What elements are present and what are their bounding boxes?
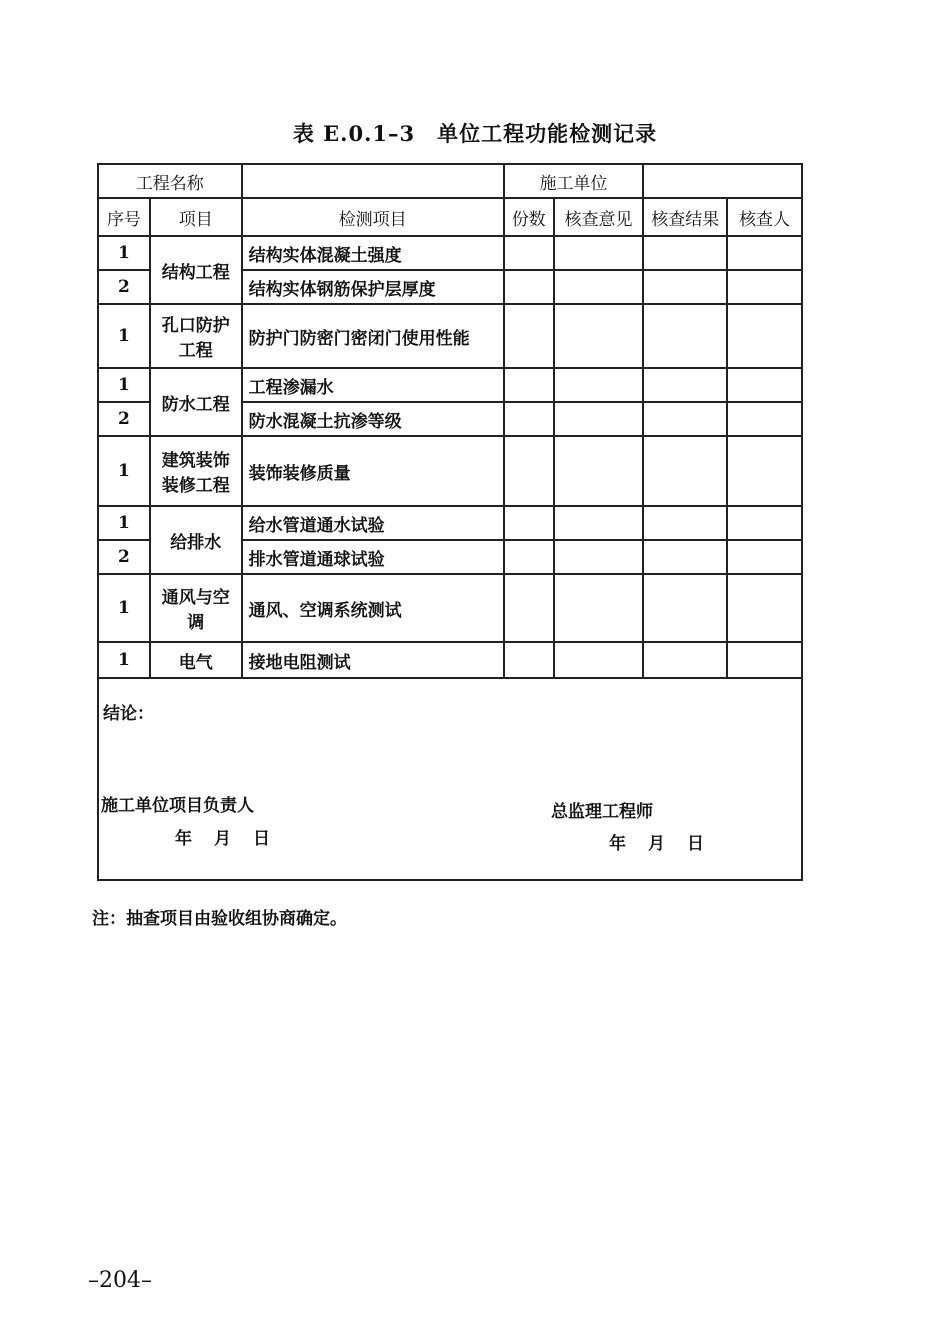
group-name-cell: 建筑装饰装修工程 — [150, 436, 242, 506]
copies-cell[interactable] — [504, 368, 554, 402]
footnote: 注：抽查项目由验收组协商确定。 — [92, 909, 347, 929]
col-result: 核查结果 — [643, 198, 727, 236]
copies-cell[interactable] — [504, 540, 554, 574]
test-item-cell: 给水管道通水试验 — [242, 506, 504, 540]
conclusion-label: 结论： — [103, 704, 154, 724]
test-item-cell: 排水管道通球试验 — [242, 540, 504, 574]
test-item-cell: 结构实体混凝土强度 — [242, 236, 504, 270]
contractor-label: 施工单位 — [504, 164, 644, 198]
contractor-date — [175, 824, 292, 849]
seq-cell: 1 — [98, 574, 150, 642]
conclusion-row — [98, 678, 802, 880]
group-name-cell: 防水工程 — [150, 368, 242, 436]
test-item-cell: 通风、空调系统测试 — [242, 574, 504, 642]
table-row — [98, 236, 802, 270]
function-test-record-table — [97, 163, 803, 881]
table-row — [98, 642, 802, 678]
table-title — [0, 118, 950, 148]
opinion-cell[interactable] — [554, 368, 644, 402]
table-code: 表 E.0.1–3 — [292, 121, 416, 146]
seq-cell: 1 — [98, 642, 150, 678]
month-label: 月 — [648, 834, 667, 854]
year-label: 年 — [175, 829, 194, 849]
day-label: 日 — [253, 829, 272, 849]
table-row — [98, 304, 802, 368]
test-item-cell: 工程渗漏水 — [242, 368, 504, 402]
col-checker: 核查人 — [727, 198, 802, 236]
opinion-cell[interactable] — [554, 402, 644, 436]
group-name-cell: 通风与空调 — [150, 574, 242, 642]
opinion-cell[interactable] — [554, 574, 644, 642]
test-item-cell: 结构实体钢筋保护层厚度 — [242, 270, 504, 304]
table-row — [98, 368, 802, 402]
result-cell[interactable] — [643, 304, 727, 368]
result-cell[interactable] — [643, 270, 727, 304]
result-cell[interactable] — [643, 540, 727, 574]
seq-cell: 2 — [98, 402, 150, 436]
col-copies: 份数 — [504, 198, 554, 236]
opinion-cell[interactable] — [554, 304, 644, 368]
month-label: 月 — [214, 829, 233, 849]
result-cell[interactable] — [643, 574, 727, 642]
table-title-text: 单位工程功能检测记录 — [437, 121, 658, 146]
seq-cell: 1 — [98, 436, 150, 506]
result-cell[interactable] — [643, 642, 727, 678]
contractor-signer-label: 施工单位项目负责人 — [101, 796, 254, 816]
project-name-label: 工程名称 — [98, 164, 242, 198]
result-cell[interactable] — [643, 506, 727, 540]
seq-cell: 2 — [98, 540, 150, 574]
seq-cell: 1 — [98, 236, 150, 270]
test-item-cell: 装饰装修质量 — [242, 436, 504, 506]
checker-cell[interactable] — [727, 642, 802, 678]
opinion-cell[interactable] — [554, 436, 644, 506]
project-name-field[interactable] — [242, 164, 504, 198]
group-name-cell: 结构工程 — [150, 236, 242, 304]
copies-cell[interactable] — [504, 436, 554, 506]
col-test-item: 检测项目 — [242, 198, 504, 236]
opinion-cell[interactable] — [554, 642, 644, 678]
seq-cell: 1 — [98, 304, 150, 368]
copies-cell[interactable] — [504, 506, 554, 540]
test-item-cell: 防护门防密门密闭门使用性能 — [242, 304, 504, 368]
copies-cell[interactable] — [504, 236, 554, 270]
result-cell[interactable] — [643, 368, 727, 402]
result-cell[interactable] — [643, 236, 727, 270]
checker-cell[interactable] — [727, 368, 802, 402]
seq-cell: 1 — [98, 506, 150, 540]
copies-cell[interactable] — [504, 304, 554, 368]
supervisor-date — [609, 829, 726, 854]
checker-cell[interactable] — [727, 402, 802, 436]
copies-cell[interactable] — [504, 642, 554, 678]
opinion-cell[interactable] — [554, 540, 644, 574]
table-row — [98, 506, 802, 540]
col-opinion: 核查意见 — [554, 198, 644, 236]
col-seq: 序号 — [98, 198, 150, 236]
checker-cell[interactable] — [727, 270, 802, 304]
test-item-cell: 防水混凝土抗渗等级 — [242, 402, 504, 436]
opinion-cell[interactable] — [554, 236, 644, 270]
seq-cell: 1 — [98, 368, 150, 402]
copies-cell[interactable] — [504, 402, 554, 436]
checker-cell[interactable] — [727, 236, 802, 270]
table-row — [98, 574, 802, 642]
checker-cell[interactable] — [727, 506, 802, 540]
opinion-cell[interactable] — [554, 270, 644, 304]
checker-cell[interactable] — [727, 304, 802, 368]
year-label: 年 — [609, 834, 628, 854]
checker-cell[interactable] — [727, 540, 802, 574]
contractor-field[interactable] — [643, 164, 802, 198]
opinion-cell[interactable] — [554, 506, 644, 540]
col-item: 项目 — [150, 198, 242, 236]
result-cell[interactable] — [643, 436, 727, 506]
group-name-cell: 孔口防护工程 — [150, 304, 242, 368]
table-row — [98, 436, 802, 506]
chief-supervisor-label: 总监理工程师 — [551, 802, 653, 822]
checker-cell[interactable] — [727, 436, 802, 506]
day-label: 日 — [687, 834, 706, 854]
page-number: –204– — [88, 1268, 152, 1293]
copies-cell[interactable] — [504, 574, 554, 642]
seq-cell: 2 — [98, 270, 150, 304]
group-name-cell: 给排水 — [150, 506, 242, 574]
conclusion-cell[interactable] — [98, 678, 802, 880]
group-name-cell: 电气 — [150, 642, 242, 678]
checker-cell[interactable] — [727, 574, 802, 642]
result-cell[interactable] — [643, 402, 727, 436]
header-info-row — [98, 164, 802, 198]
test-item-cell: 接地电阻测试 — [242, 642, 504, 678]
copies-cell[interactable] — [504, 270, 554, 304]
column-header-row — [98, 198, 802, 236]
